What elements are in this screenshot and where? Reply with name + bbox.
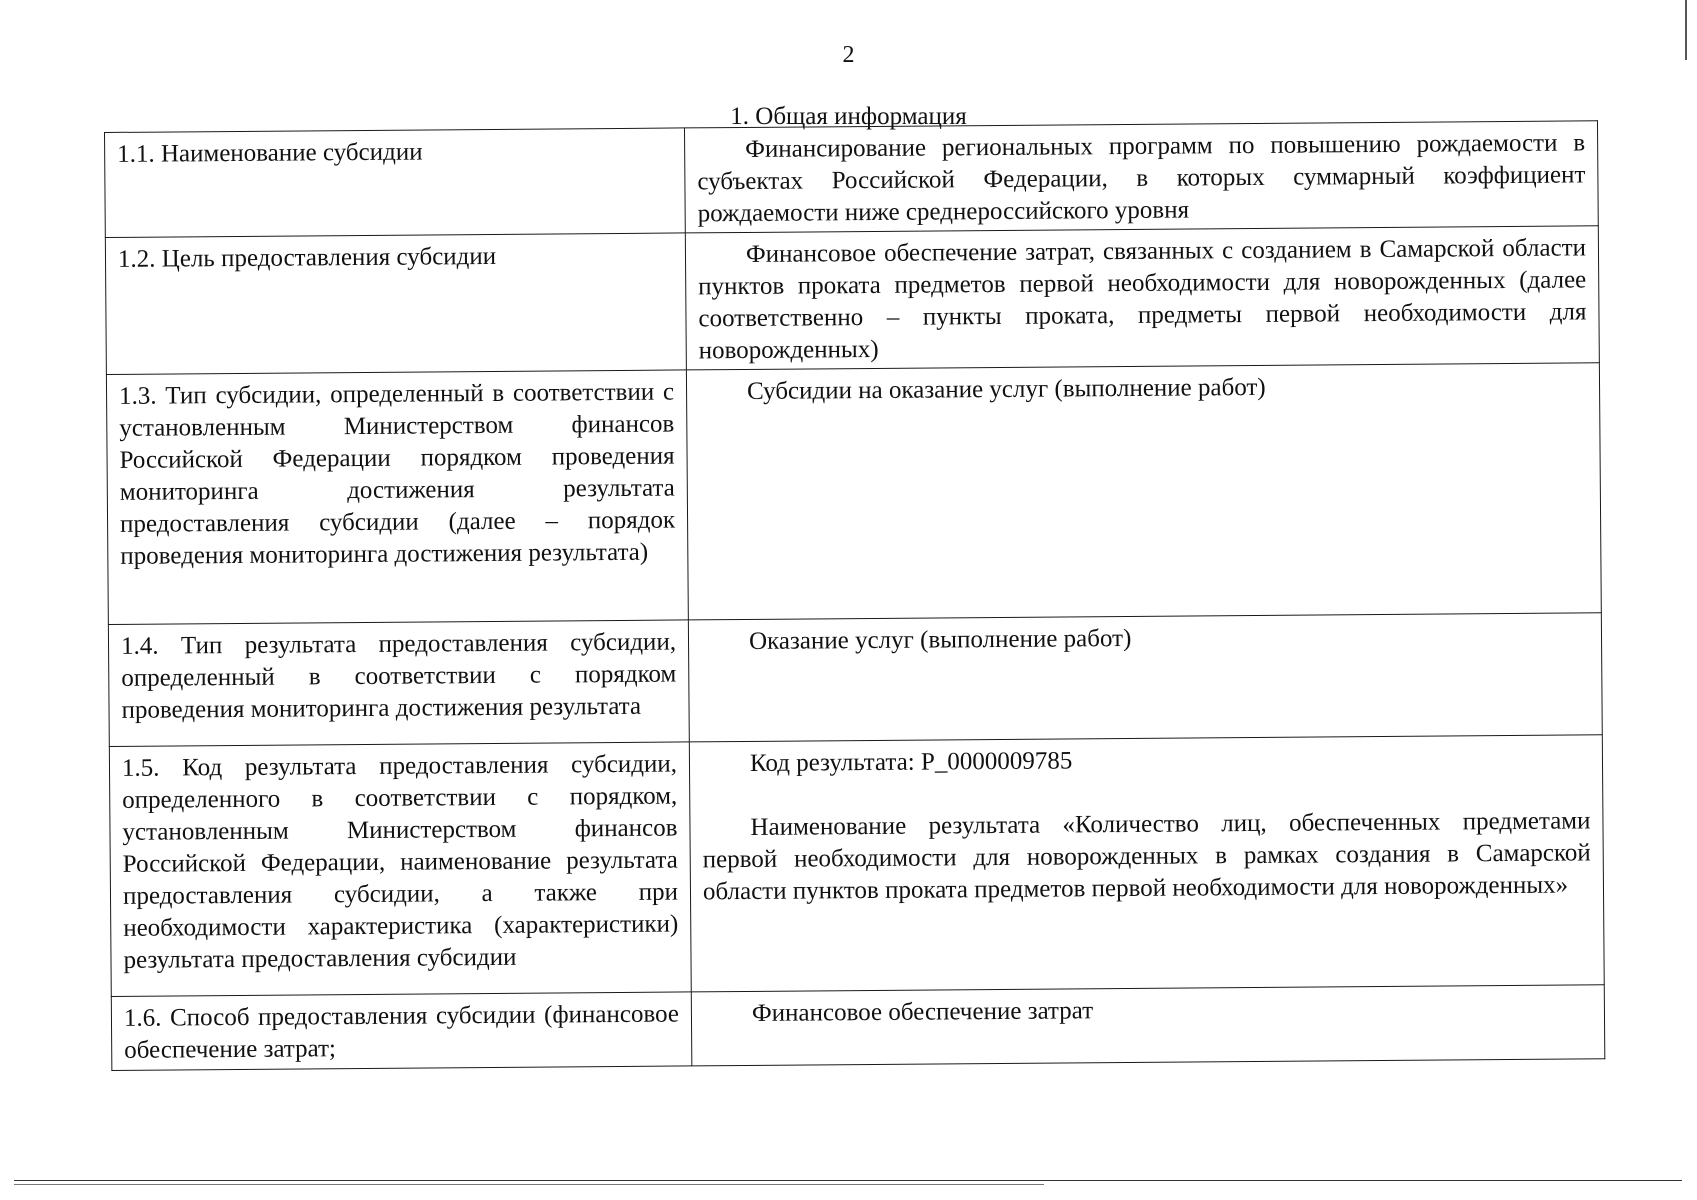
row-label: 1.4. Тип результата предоставления субсидии, определенный в соответствии с порядком проведения мониторинга достижения результата (108, 620, 689, 747)
footer-rule (14, 1180, 1682, 1188)
row-value-text: Финансовое обеспечение затрат, связанных с созданием в Самарской области пунктов проката предметов первой необходимости для новорожденных (далее соответственно – пункты проката, предметы первой необходимости для новорожденных) (698, 234, 1587, 365)
row-value (691, 985, 1605, 1066)
result-name-text: Наименование результата «Количество лиц, обеспеченных предметами первой необходимости для новорожденных в рамках создания в Самарской области пунктов проката предметов первой необходимости для новорожденных» (702, 807, 1591, 906)
footer-rule-line (14, 1180, 1682, 1181)
row-value (684, 121, 1598, 233)
row-label: 1.5. Код результата предоставления субсидии, определенного в соответствии с порядком, установленным Министерством финансов Российской Федерации, наименование результата предоставления субсидии, а также при необходимости характеристика (характеристики) результата предоставления субсидии (109, 742, 691, 997)
row-label: 1.6. Способ предоставления субсидии (финансовое обеспечение затрат; (111, 992, 692, 1071)
row-value (686, 363, 1601, 620)
table-row (111, 985, 1605, 1071)
row-value (685, 226, 1599, 370)
row-value-text: Субсидии на оказание услуг (выполнение работ) (746, 373, 1266, 405)
row-value-text: Финансовое обеспечение затрат (751, 997, 1094, 1027)
row-label: 1.3. Тип субсидии, определенный в соответствии с установленным Министерством финансов Российской Федерации порядком проведения мониторинга достижения результата предоставления субсидии (далее – порядок проведения мониторинга достижения результата) (106, 370, 688, 625)
row-value (689, 735, 1604, 992)
table-row (106, 363, 1601, 625)
page-number: 2 (842, 42, 855, 68)
result-code-text: Код результата: P_0000009785 (749, 747, 1073, 777)
general-info-table (104, 120, 1605, 1071)
table-row (109, 735, 1604, 997)
table-row (108, 613, 1602, 747)
section-title: 1. Общая информация (730, 103, 967, 130)
row-label: 1.2. Цель предоставления субсидии (105, 233, 686, 375)
footer-rule-line-thin (14, 1184, 1044, 1185)
row-value-text: Оказание услуг (выполнение работ) (748, 624, 1132, 655)
table-row (105, 121, 1599, 238)
table-row (105, 226, 1599, 375)
row-label: 1.1. Наименование субсидии (105, 128, 686, 238)
row-value (688, 613, 1602, 742)
row-value-text: Финансирование региональных программ по повышению рождаемости в субъектах Российской Федерации, в которых суммарный коэффициент рождаемости ниже среднероссийского уровня (697, 129, 1586, 228)
scan-edge-mark (1685, 0, 1687, 60)
